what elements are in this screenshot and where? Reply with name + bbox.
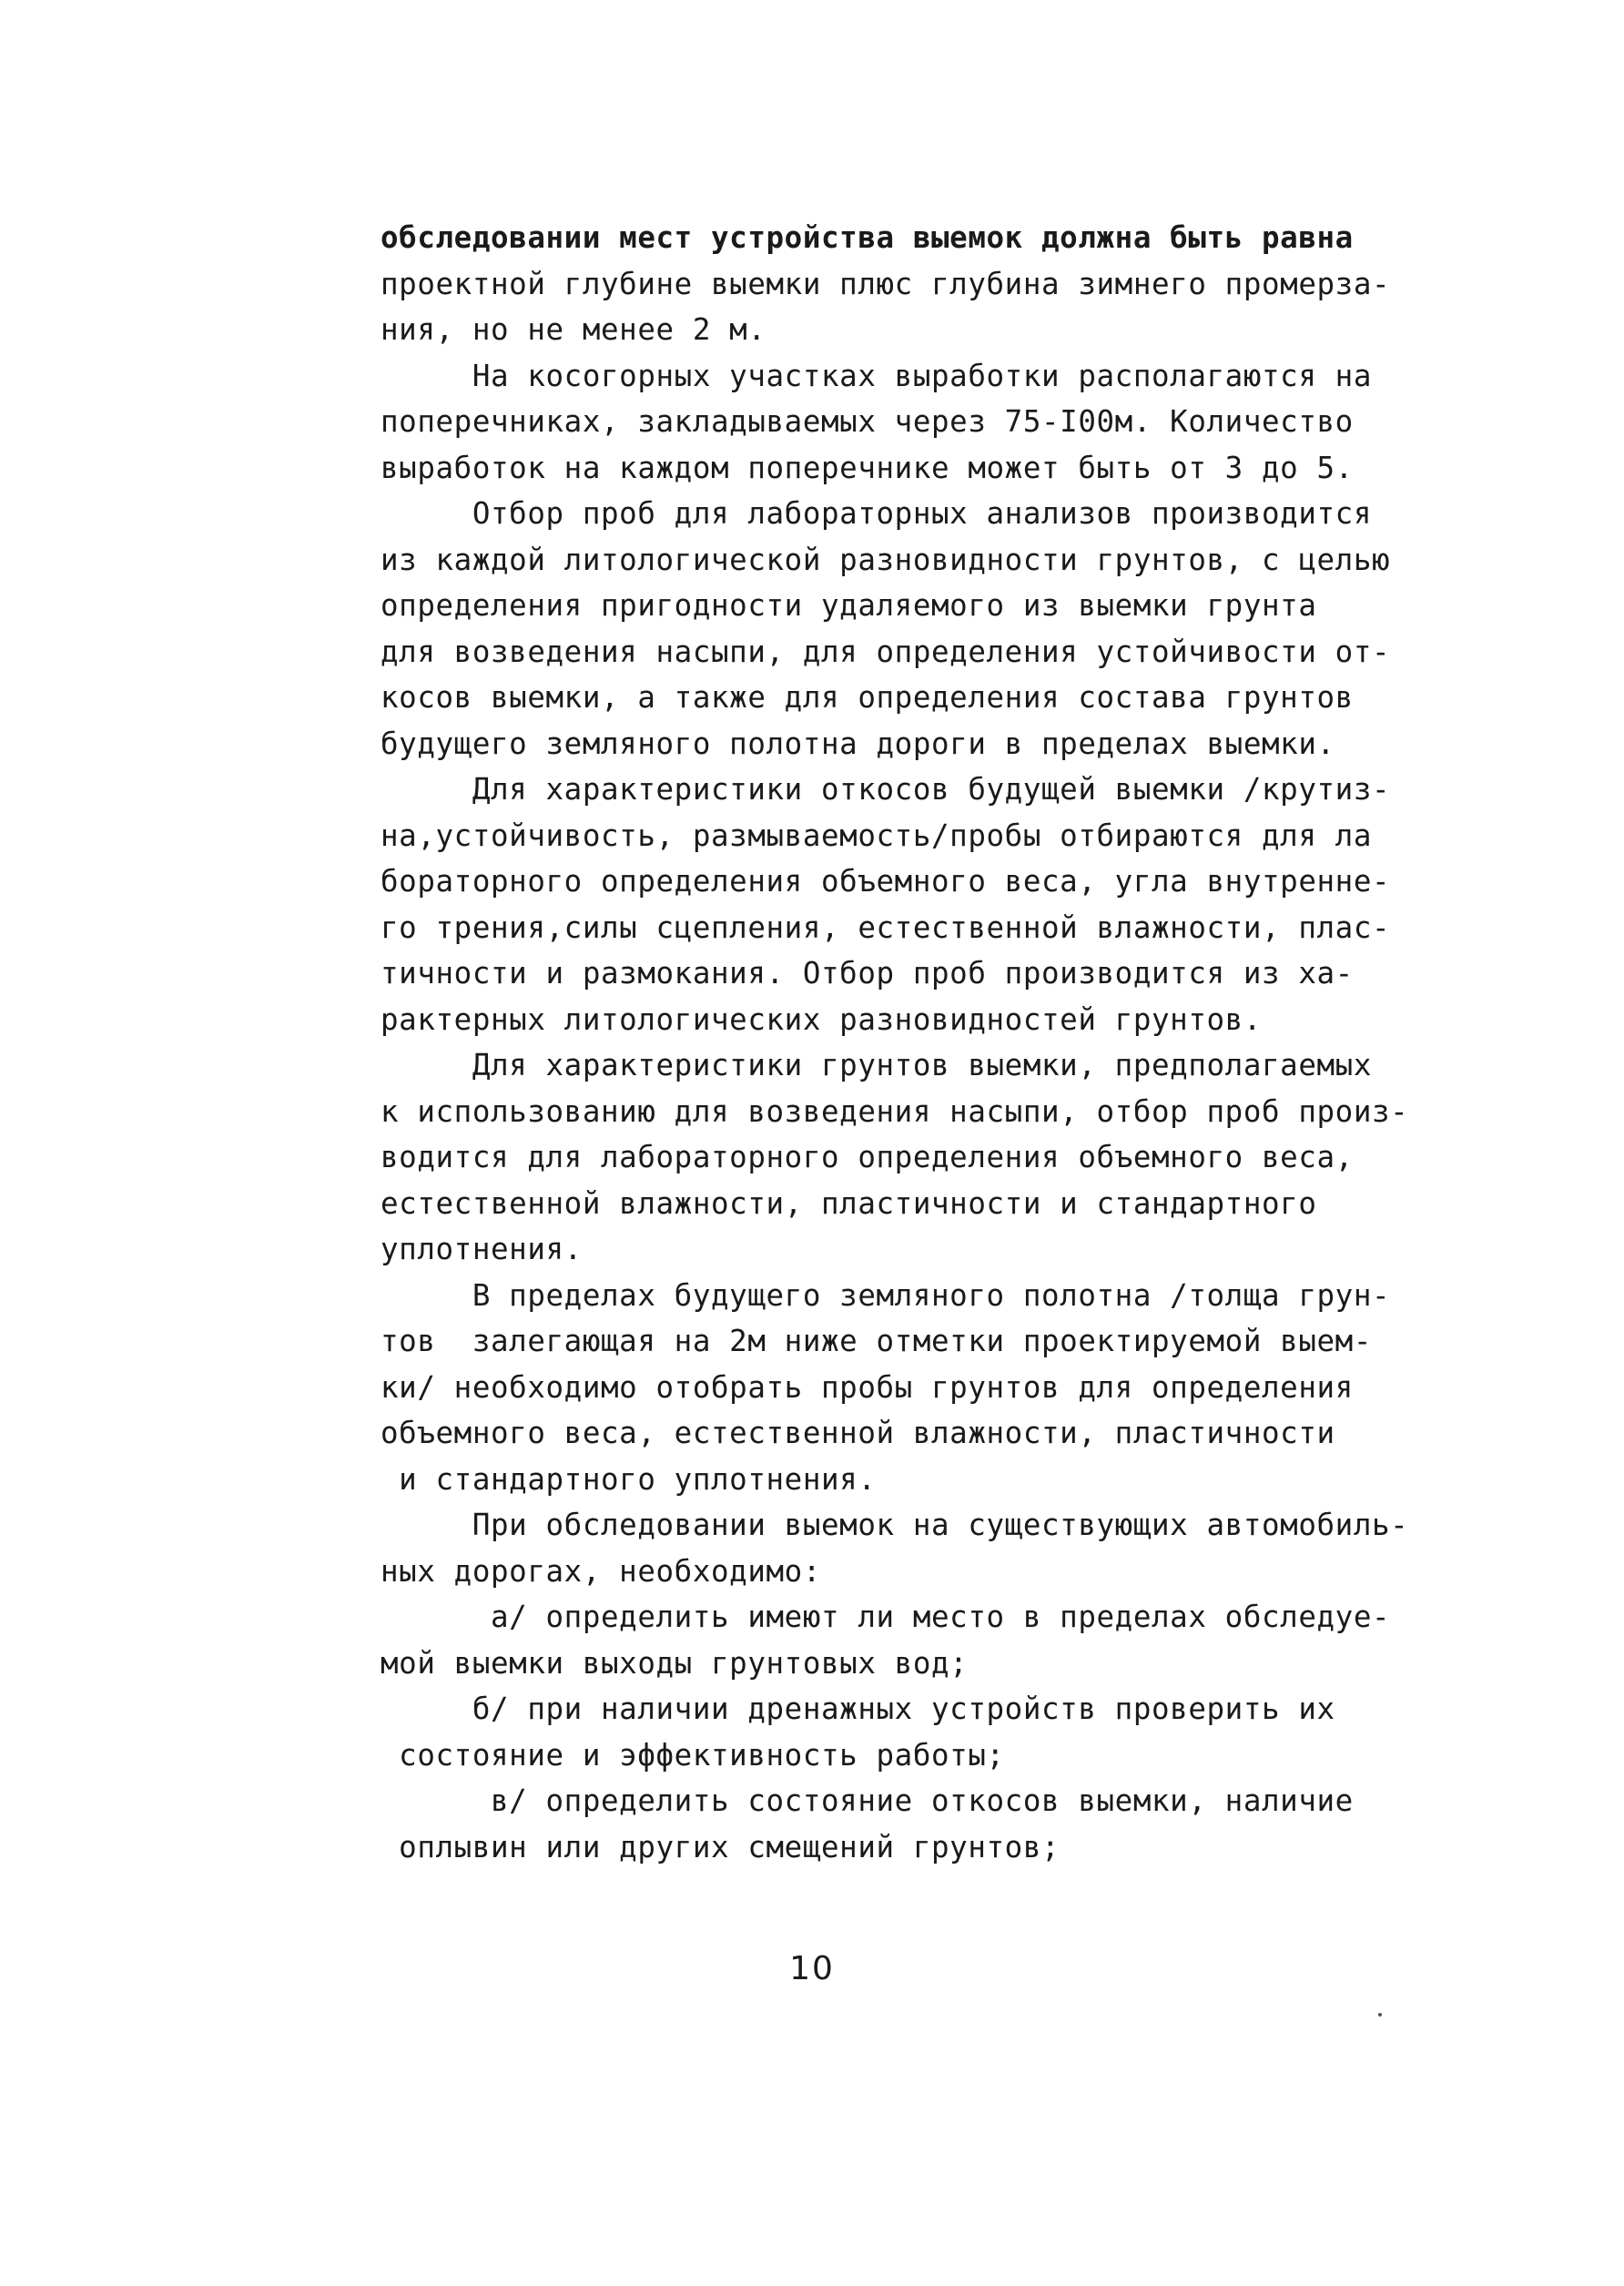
- text-line: водится для лабораторного определения объемного веса,: [381, 1140, 1354, 1174]
- text-line: рактерных литологических разновидностей грунтов.: [381, 1001, 1262, 1037]
- text-line: косов выемки, а также для определения состава грунтов: [381, 680, 1354, 715]
- text-line: выработок на каждом поперечнике может быть от 3 до 5.: [381, 450, 1354, 485]
- text-line: Отбор проб для лабораторных анализов производится: [381, 496, 1372, 531]
- text-line: проектной глубине выемки плюс глубина зимнего промерза-: [381, 266, 1391, 301]
- text-line: из каждой литологической разновидности грунтов, с целью: [381, 542, 1391, 577]
- text-line: Для характеристики грунтов выемки, предполагаемых: [381, 1048, 1372, 1082]
- text-line: ния, но не менее 2 м.: [381, 312, 766, 347]
- text-line: для возведения насыпи, для определения устойчивости от-: [381, 634, 1391, 669]
- text-line: На косогорных участках выработки располагаются на: [381, 358, 1372, 393]
- text-line: естественной влажности, пластичности и стандартного: [381, 1185, 1317, 1221]
- text-line: уплотнения.: [381, 1232, 583, 1266]
- text-line: б/ при наличии дренажных устройств проверить их: [381, 1692, 1335, 1726]
- text-line: Для характеристики откосов будущей выемки /крутиз-: [381, 772, 1391, 807]
- text-line: поперечниках, закладываемых через 75-I00м. Количество: [381, 404, 1354, 439]
- text-line: к использованию для возведения насыпи, отбор проб произ-: [381, 1093, 1409, 1129]
- text-line: объемного веса, естественной влажности, пластичности: [381, 1416, 1335, 1450]
- text-line: и стандартного уплотнения.: [381, 1461, 877, 1497]
- text-line: бораторного определения объемного веса, угла внутренне-: [381, 864, 1391, 899]
- text-line: ки/ необходимо отобрать пробы грунтов для определения: [381, 1369, 1354, 1405]
- text-line: При обследовании выемок на существующих автомобиль-: [381, 1508, 1409, 1542]
- body-text: [381, 215, 1473, 1870]
- text-line: будущего земляного полотна дороги в пределах выемки.: [381, 726, 1335, 761]
- text-line: мой выемки выходы грунтовых вод;: [381, 1645, 969, 1681]
- text-line: тичности и размокания. Отбор проб производится из ха-: [381, 956, 1354, 991]
- text-line: ных дорогах, необходимо:: [381, 1553, 821, 1589]
- page-number: 10: [789, 1950, 835, 1987]
- text-line: определения пригодности удаляемого из выемки грунта: [381, 588, 1317, 623]
- text-line: в/ определить состояние откосов выемки, наличие: [381, 1783, 1354, 1818]
- text-line: состояние и эффективность работы;: [381, 1737, 1005, 1773]
- text-line: тов залегающая на 2м ниже отметки проектируемой выем-: [381, 1324, 1372, 1358]
- text-line: го трения,силы сцепления, естественной влажности, плас-: [381, 909, 1391, 945]
- text-line: обследовании мест устройства выемок должна быть равна: [381, 220, 1354, 255]
- text-line: В пределах будущего земляного полотна /толща грун-: [381, 1277, 1391, 1313]
- text-line: оплывин или других смещений грунтов;: [381, 1829, 1061, 1864]
- text-line: а/ определить имеют ли место в пределах обследуе-: [381, 1600, 1391, 1634]
- scan-speck: [1378, 2013, 1382, 2017]
- text-line: на,устойчивость, размываемость/пробы отбираются для ла: [381, 818, 1372, 853]
